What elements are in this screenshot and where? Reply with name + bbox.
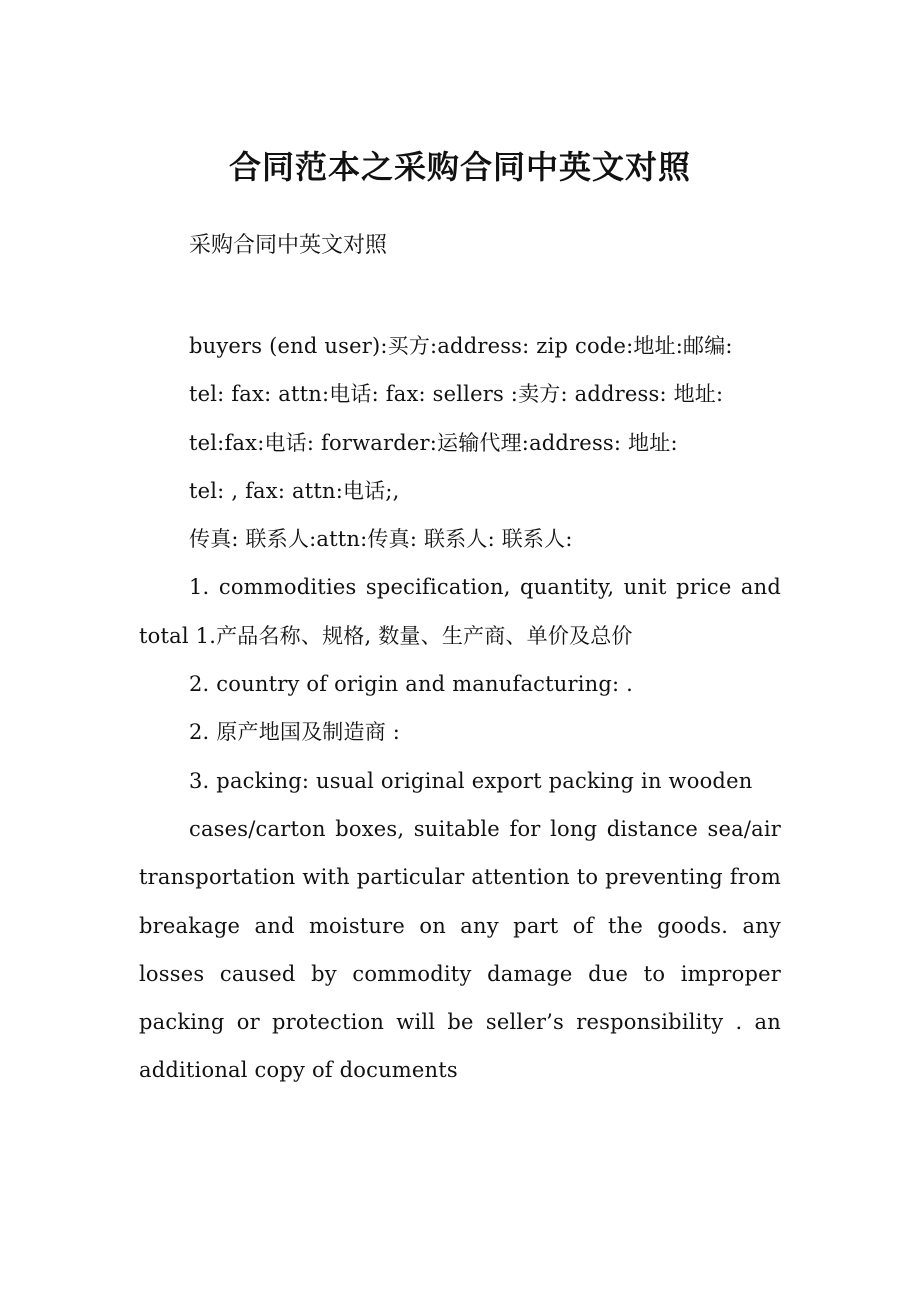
paragraph-packing-heading: 3. packing: usual original export packing in wooden xyxy=(189,768,753,793)
paragraph-commodities: 1. commodities specification, quantity, unit price and total 1.产品名称、规格, 数量、生产商、单价及总价 xyxy=(139,575,781,648)
paragraph-packing-detail: cases/carton boxes, suitable for long distance sea/air transportation with particular attention to preventing from breakage and moisture on any part of the goods. any losses caused by commodity damage due to improper packing or protection will be seller’s responsibility . an additional copy of documents xyxy=(139,816,781,1083)
document-body xyxy=(139,322,781,1095)
paragraph-parties-buyer: buyers (end user):买方:address: zip code:地址:邮编: xyxy=(189,334,733,358)
document-subtitle: 采购合同中英文对照 xyxy=(189,233,388,258)
paragraph-contact-fax: 传真: 联系人:attn:传真: 联系人: 联系人: xyxy=(189,527,573,552)
paragraph-origin-zh: 2. 原产地国及制造商 : xyxy=(189,720,401,745)
paragraph-contact-tel: tel: , fax: attn:电话;, xyxy=(189,478,400,503)
paragraph-parties-seller: tel: fax: attn:电话: fax: sellers :卖方: address: 地址: xyxy=(189,382,724,407)
paragraph-forwarder: tel:fax:电话: forwarder:运输代理:address: 地址: xyxy=(189,430,678,455)
paragraph-origin-en: 2. country of origin and manufacturing: . xyxy=(189,672,634,697)
document-title: 合同范本之采购合同中英文对照 xyxy=(228,148,691,186)
